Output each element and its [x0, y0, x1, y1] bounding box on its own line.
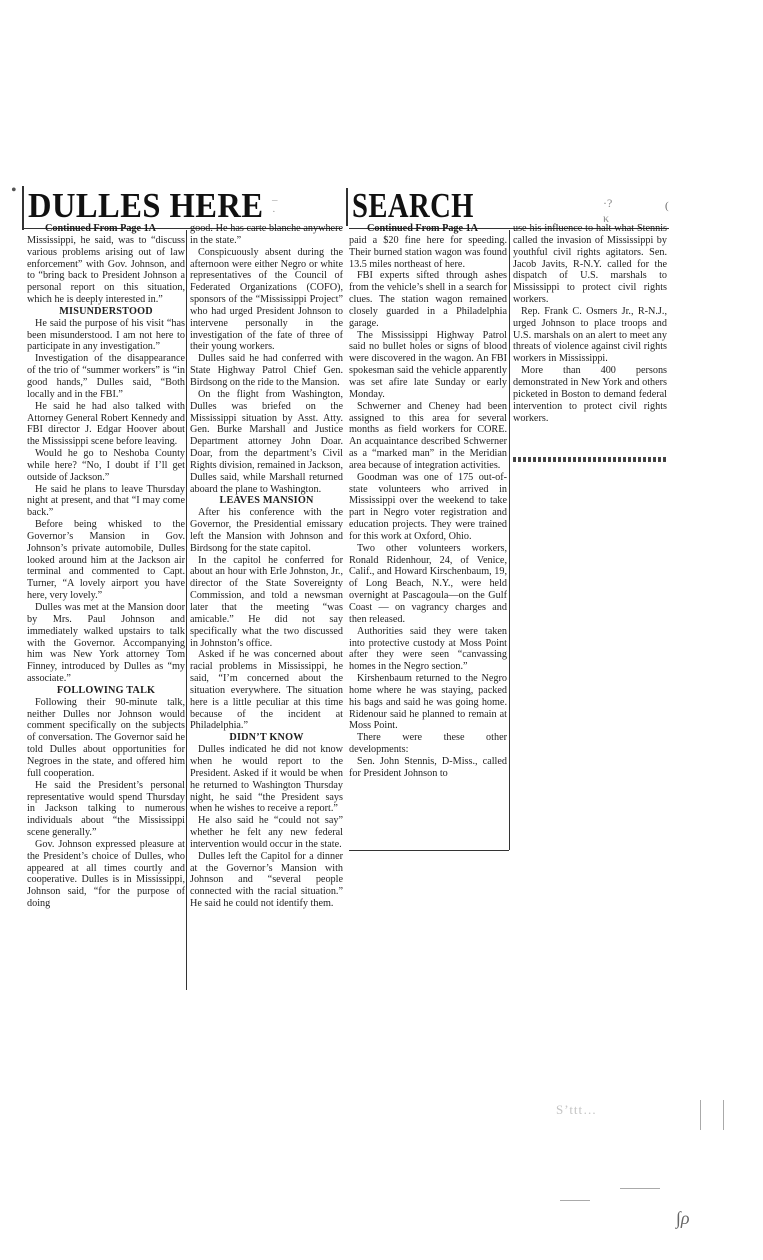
- paragraph: After his conference with the Governor, the Presidential emissary left the Mansion with Johnson and Birdsong for the state capitol.: [190, 507, 343, 554]
- headline-smudge: – ·: [272, 194, 278, 218]
- paragraph: Authorities said they were taken into protective custody at Moss Point after they were seen “canvassing homes in the Negro section.”: [349, 625, 507, 673]
- search-column-2: [513, 223, 667, 463]
- continued-line: Continued From Page 1A: [45, 223, 157, 234]
- paragraph: paid a $20 fine here for speeding. Their burned station wagon was found 13.5 miles northeast of here.: [349, 234, 507, 270]
- subhead: MISUNDERSTOOD: [59, 305, 153, 317]
- paragraph: good. He has carte blanche anywhere in the state.”: [190, 223, 343, 246]
- dulles-column-2: [190, 223, 343, 983]
- paragraph: The Mississippi Highway Patrol said no bullet holes or signs of blood were discovered in the wagon. An FBI spokesman said the vehicle apparently was set afire late Sunday or early Monday.: [349, 329, 507, 400]
- dulles-column-divider: [186, 230, 187, 990]
- dulles-column-1: [27, 223, 185, 993]
- paragraph: Following their 90-minute talk, neither Dulles nor Johnson would comment specifically on the subjects of conversation. The Governor said he told Dulles about opportunities for Negroes in the state, and offered him full cooperation.: [27, 696, 185, 779]
- paragraph: Goodman was one of 175 out-of-state volunteers who arrived in Mississippi over the weekend to take part in Negro voter registration and education projects. They were trained for this work at Oxford, Ohio.: [349, 471, 507, 542]
- paragraph: Rep. Frank C. Osmers Jr., R-N.J., urged Johnson to place troops and U.S. marshals on an alert to meet any threats of violence against civil rights workers in Mississippi.: [513, 305, 667, 365]
- paragraph: Conspicuously absent during the afternoon were either Negro or white representatives of the Council of Federated Organizations (COFO), sponsors of the “Mississippi Project” who had urged President Johnson to intervene personally in the investigation of the fate of three of their young workers.: [190, 246, 343, 353]
- paragraph: Sen. John Stennis, D-Miss., called for President Johnson to: [349, 755, 507, 779]
- paragraph: He said the purpose of his visit “has been misunderstood. I am not here to participate in any investigation.”: [27, 317, 185, 353]
- pencil-dash: [560, 1200, 590, 1202]
- subhead: DIDN’T KNOW: [229, 732, 304, 744]
- paragraph: Dulles left the Capitol for a dinner at the Governor’s Mansion with Johnson and “several people connected with the racial situation.” He said he could not identify them.: [190, 850, 343, 910]
- paragraph: Would he go to Neshoba County while here? “No, I doubt if I’ll get outside of Jackson.”: [27, 448, 185, 483]
- paragraph: Asked if he was concerned about racial problems in Mississippi, he said, “I’m concerned about the situation everywhere. The situation here is a little peculiar at this time because of the incident at Philadelphia.”: [190, 649, 343, 732]
- paragraph: In the capitol he conferred for about an hour with Erle Johnston, Jr., director of the State Sovereignty Commission, and told a newsman later that the meeting “was amicable.” He did not say specifically what the two discussed in Johnston’s office.: [190, 554, 343, 649]
- search-column-1: [349, 223, 507, 850]
- edge-mark: •: [11, 182, 17, 199]
- paragraph: FBI experts sifted through ashes from the vehicle’s shell in a search for clues. The station wagon remained closely guarded in a Philadelphia garage.: [349, 270, 507, 329]
- header-tick: (: [665, 200, 669, 212]
- dulles-left-rule: [22, 186, 24, 230]
- paragraph: Dulles said he had conferred with State Highway Patrol Chief Gen. Birdsong on the ride to the Mansion.: [190, 353, 343, 388]
- paragraph: Gov. Johnson expressed pleasure at the President’s choice of Dulles, who appeared at all times courtly and cooperative. Dulles is in Mississippi, Johnson said, “for the purpose of doing: [27, 838, 185, 910]
- search-column-divider: [509, 230, 510, 850]
- pencil-scribble: S’ttt…: [556, 1102, 598, 1117]
- paragraph: use his influence to halt what Stennis called the invasion of Mississippi by youthful civil rights agitators. Sen. Jacob Javits, R-N.Y. called for the dispatch of U.S. marshals to Mississippi to protect civil rights workers.: [513, 223, 667, 306]
- subhead: LEAVES MANSION: [219, 495, 314, 507]
- paragraph: He said he plans to leave Thursday night at present, and that “I may come back.”: [27, 483, 185, 519]
- paragraph: Kirshenbaum returned to the Negro home where he was staying, packed his bags and said he was going home. Ridenour said he planned to remain at Moss Point.: [349, 673, 507, 732]
- paragraph: Schwerner and Cheney had been assigned to this area for several months as field workers for CORE. An acquaintance described Schwerner as a “marked man” in the Meridian area because of integration activities.: [349, 400, 507, 471]
- header-smudge: ·?κ: [603, 196, 613, 225]
- search-headline: SEARCH: [352, 186, 474, 225]
- end-ornament: [513, 457, 667, 462]
- pencil-initials: ∫ρ: [676, 1208, 690, 1228]
- paragraph: Dulles indicated he did not know when he would report to the President. Asked if it would be when he returned to Washington Thursday night, he said “the President says when he wishes to receive a report.”: [190, 744, 343, 815]
- paragraph: He also said he “could not say” whether he felt any new federal intervention would occur in the state.: [190, 815, 343, 850]
- paragraph: Mississippi, he said, was to “discuss various problems arising out of law enforcement” with Gov. Johnson, and to “bring back to President Johnson a personal report on this situation, which he is deeply interested in.”: [27, 234, 185, 306]
- paragraph: He said he had also talked with Attorney General Robert Kennedy and FBI director J. Edgar Hoover about the Mississippi scene before leaving.: [27, 400, 185, 448]
- paragraph: Before being whisked to the Governor’s Mansion in Gov. Johnson’s private automobile, Dulles looked around him at the Jackson air terminal and commented to Capt. Turner, “A lovely airport you have here, very lovely.”: [27, 519, 185, 602]
- paragraph: Two other volunteers workers, Ronald Ridenhour, 24, of Venice, Calif., and Howard Kirschenbaum, 19, of Long Beach, N.Y., were held overnight at Pascagoula—on the Gulf Coast — on vagrancy charges and then released.: [349, 542, 507, 625]
- pencil-dash-2: [620, 1188, 660, 1190]
- paragraph: There were these other developments:: [349, 732, 507, 756]
- paragraph: Dulles was met at the Mansion door by Mrs. Paul Johnson and immediately walked upstairs to talk with the Governor. Accompanying him was New York attorney Tom Finney, introduced by Dulles as “my associate.”: [27, 602, 185, 685]
- paragraph: On the flight from Washington, Dulles was briefed on the Mississippi situation by Asst. Atty. Gen. Burke Marshall and Justice Department attorney John Doar. Doar, from the department’s Civil Rights division, remained in Jackson, Dulles said, while Marshall returned aboard the plane to Washington.: [190, 388, 343, 495]
- pencil-scratch: [700, 1100, 724, 1130]
- paragraph: More than 400 persons demonstrated in New York and others picketed in Boston to demand federal intervention to protect civil rights workers.: [513, 365, 667, 424]
- dulles-headline: DULLES HERE: [28, 186, 264, 225]
- paragraph: Investigation of the disappearance of the trio of “summer workers” is “in good hands,” Dulles said, “Both locally and in the FBI.”: [27, 353, 185, 400]
- search-left-rule: [346, 188, 348, 226]
- continued-line: Continued From Page 1A: [367, 223, 479, 234]
- subhead: FOLLOWING TALK: [56, 684, 156, 696]
- paragraph: He said the President’s personal representative would spend Thursday in Jackson talking to numerous individuals about “the Mississippi scene generally.”: [27, 779, 185, 839]
- search-bottom-rule: [349, 850, 509, 851]
